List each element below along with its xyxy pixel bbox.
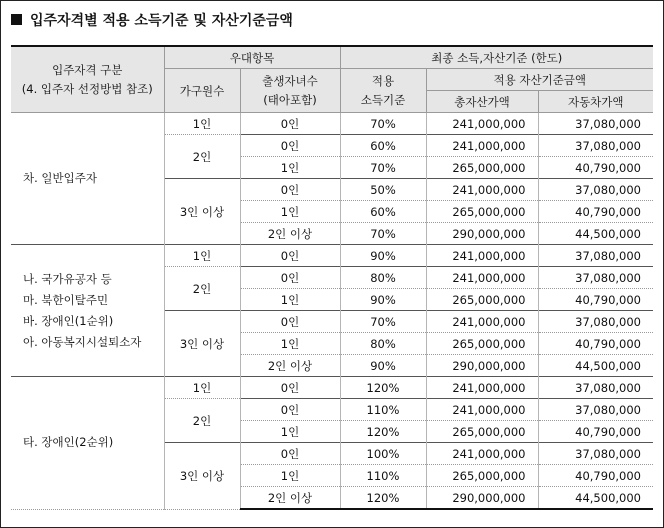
- table-body: [11, 113, 653, 510]
- car-cell: 44,500,000: [538, 355, 653, 377]
- total-asset-cell: 290,000,000: [426, 487, 538, 510]
- income-cell: 110%: [340, 465, 426, 487]
- total-asset-cell: 241,000,000: [426, 377, 538, 399]
- total-asset-cell: 265,000,000: [426, 201, 538, 223]
- car-cell: 40,790,000: [538, 421, 653, 443]
- children-cell: 0인: [240, 179, 340, 201]
- children-cell: 0인: [240, 135, 340, 157]
- criteria-table: [11, 45, 653, 510]
- group-label-cell: [11, 113, 164, 245]
- page-title: [11, 10, 293, 32]
- group-label: 타. 장애인(2순위): [23, 435, 114, 450]
- car-cell: 44,500,000: [538, 223, 653, 245]
- income-cell: 70%: [340, 223, 426, 245]
- income-cell: 100%: [340, 443, 426, 465]
- group-label-cell: [11, 245, 164, 377]
- car-header: 자동차가액: [538, 91, 653, 113]
- car-cell: 40,790,000: [538, 157, 653, 179]
- household-cell: 2인: [164, 135, 240, 179]
- final-header: 최종 소득,자산기준 (한도): [340, 46, 653, 69]
- children-cell: 2인 이상: [240, 487, 340, 510]
- income-cell: 120%: [340, 421, 426, 443]
- table-row: [11, 245, 653, 267]
- income-cell: 80%: [340, 267, 426, 289]
- car-cell: 40,790,000: [538, 289, 653, 311]
- priority-header: 우대항목: [164, 46, 340, 69]
- page-title-text: 입주자격별 적용 소득기준 및 자산기준금액: [30, 13, 293, 29]
- total-asset-header: 총자산가액: [426, 91, 538, 113]
- children-header-label: 출생자녀수: [262, 74, 318, 88]
- children-header-note: (태아포함): [263, 93, 317, 107]
- income-header: [340, 69, 426, 113]
- car-cell: 37,080,000: [538, 179, 653, 201]
- income-cell: 50%: [340, 179, 426, 201]
- car-cell: 37,080,000: [538, 267, 653, 289]
- table-header: [11, 46, 653, 113]
- total-asset-cell: 290,000,000: [426, 223, 538, 245]
- car-cell: 37,080,000: [538, 311, 653, 333]
- income-cell: 70%: [340, 157, 426, 179]
- group-label: 바. 장애인(1순위): [23, 313, 114, 328]
- car-cell: 37,080,000: [538, 377, 653, 399]
- children-cell: 2인 이상: [240, 355, 340, 377]
- group-label: 차. 일반입주자: [23, 171, 97, 185]
- table-row: [11, 113, 653, 135]
- table-row: [11, 377, 653, 399]
- household-cell: 3인 이상: [164, 311, 240, 377]
- car-cell: 40,790,000: [538, 333, 653, 355]
- income-cell: 120%: [340, 377, 426, 399]
- car-cell: 40,790,000: [538, 201, 653, 223]
- total-asset-cell: 241,000,000: [426, 245, 538, 267]
- total-asset-cell: 265,000,000: [426, 157, 538, 179]
- qual-header-label: 입주자격 구분: [52, 63, 123, 77]
- income-cell: 70%: [340, 113, 426, 135]
- children-cell: 0인: [240, 443, 340, 465]
- income-cell: 90%: [340, 245, 426, 267]
- children-cell: 1인: [240, 333, 340, 355]
- qual-header: [11, 46, 164, 113]
- group-label: 나. 국가유공자 등: [23, 271, 112, 286]
- household-cell: 2인: [164, 399, 240, 443]
- children-cell: 0인: [240, 377, 340, 399]
- children-cell: 1인: [240, 465, 340, 487]
- car-cell: 44,500,000: [538, 487, 653, 510]
- children-cell: 1인: [240, 201, 340, 223]
- income-cell: 60%: [340, 201, 426, 223]
- income-header-line2: 소득기준: [360, 93, 406, 107]
- household-cell: 1인: [164, 245, 240, 267]
- car-cell: 37,080,000: [538, 135, 653, 157]
- qual-header-note: (4. 입주자 선정방법 참조): [21, 82, 153, 96]
- income-cell: 90%: [340, 289, 426, 311]
- group-label: 마. 북한이탈주민: [23, 292, 109, 307]
- household-cell: 1인: [164, 377, 240, 399]
- group-label-cell: [11, 377, 164, 510]
- children-cell: 1인: [240, 157, 340, 179]
- children-cell: 0인: [240, 399, 340, 421]
- children-header: [240, 69, 340, 113]
- household-cell: 3인 이상: [164, 443, 240, 510]
- children-cell: 1인: [240, 289, 340, 311]
- total-asset-cell: 241,000,000: [426, 179, 538, 201]
- total-asset-cell: 265,000,000: [426, 289, 538, 311]
- total-asset-cell: 241,000,000: [426, 267, 538, 289]
- household-cell: 1인: [164, 113, 240, 135]
- income-cell: 80%: [340, 333, 426, 355]
- income-cell: 120%: [340, 487, 426, 510]
- total-asset-cell: 241,000,000: [426, 399, 538, 421]
- square-bullet-icon: [11, 14, 22, 25]
- total-asset-cell: 241,000,000: [426, 443, 538, 465]
- children-cell: 0인: [240, 245, 340, 267]
- children-cell: 0인: [240, 311, 340, 333]
- income-header-line1: 적용: [371, 74, 395, 88]
- total-asset-cell: 265,000,000: [426, 465, 538, 487]
- car-cell: 37,080,000: [538, 443, 653, 465]
- car-cell: 37,080,000: [538, 113, 653, 135]
- total-asset-cell: 290,000,000: [426, 355, 538, 377]
- total-asset-cell: 241,000,000: [426, 113, 538, 135]
- car-cell: 40,790,000: [538, 465, 653, 487]
- asset-header: 적용 자산기준금액: [426, 69, 653, 91]
- income-cell: 60%: [340, 135, 426, 157]
- children-cell: 1인: [240, 421, 340, 443]
- car-cell: 37,080,000: [538, 399, 653, 421]
- household-cell: 2인: [164, 267, 240, 311]
- household-header: 가구원수: [164, 69, 240, 113]
- total-asset-cell: 265,000,000: [426, 421, 538, 443]
- car-cell: 37,080,000: [538, 245, 653, 267]
- income-cell: 110%: [340, 399, 426, 421]
- income-cell: 90%: [340, 355, 426, 377]
- total-asset-cell: 241,000,000: [426, 311, 538, 333]
- total-asset-cell: 265,000,000: [426, 333, 538, 355]
- children-cell: 2인 이상: [240, 223, 340, 245]
- children-cell: 0인: [240, 267, 340, 289]
- income-cell: 70%: [340, 311, 426, 333]
- household-cell: 3인 이상: [164, 179, 240, 245]
- total-asset-cell: 241,000,000: [426, 135, 538, 157]
- children-cell: 0인: [240, 113, 340, 135]
- group-label: 아. 아동복지시설퇴소자: [23, 334, 142, 349]
